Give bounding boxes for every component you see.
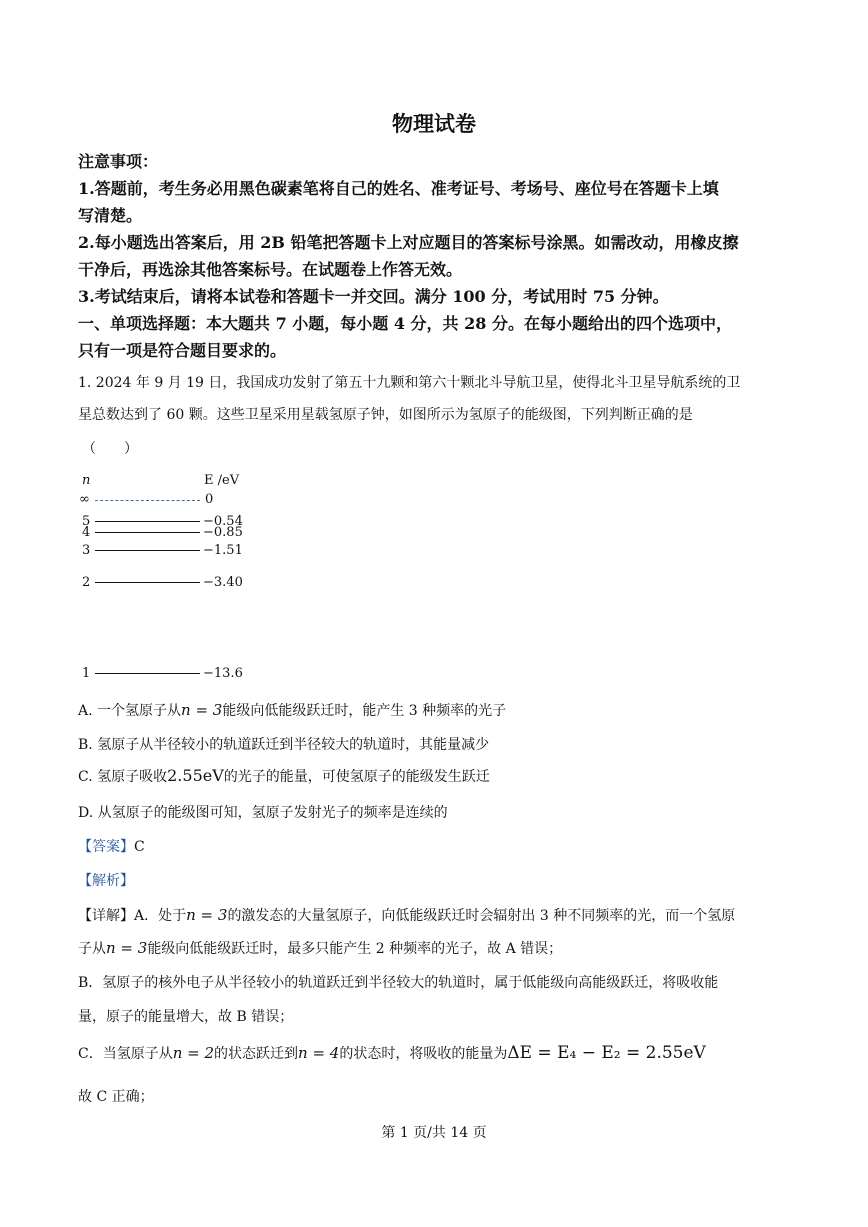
level-line-1 xyxy=(95,673,200,674)
answer xyxy=(78,836,145,856)
detail-text: 能级向低能级跃迁时，最多只能产生 2 种频率的光子，故 A 错误； xyxy=(147,941,563,957)
page-footer: 第 1 页/共 14 页 xyxy=(381,1125,487,1141)
detail-math: n = 3 xyxy=(186,906,228,924)
option-c-math: 2.55eV xyxy=(167,766,224,785)
option-a-text-tail: 能级向低能级跃迁时，能产生 3 种频率的光子 xyxy=(222,703,507,719)
detail-line-5 xyxy=(78,1043,706,1063)
level-line-2 xyxy=(95,582,200,583)
level-line-5 xyxy=(95,521,200,522)
level-e-label: −3.40 xyxy=(203,575,243,590)
notice-item-1a: 1.答题前，考生务必用黑色碳素笔将自己的姓名、准考证号、考场号、座位号在答题卡上填 xyxy=(78,179,719,198)
notice-item-3: 3.考试结束后，请将本试卷和答题卡一并交回。满分 100 分，考试用时 75 分钟。 xyxy=(78,287,669,306)
detail-math: n = 4 xyxy=(298,1044,340,1062)
answer-value: C xyxy=(134,839,145,855)
question-1-line-1: 1. 2024 年 9 月 19 日，我国成功发射了第五十九颗和第六十颗北斗导航卫星，使得北斗卫星导航系统的卫 xyxy=(78,375,741,391)
level-line-infinity xyxy=(95,500,200,501)
detail-text: 的激发态的大量氢原子，向低能级跃迁时会辐射出 3 种不同频率的光，而一个氢原 xyxy=(227,908,736,924)
diagram-e-label: E /eV xyxy=(204,473,240,488)
answer-label: 【答案】 xyxy=(78,839,134,855)
level-n-label: 5 xyxy=(82,514,91,529)
option-c-text-tail: 的光子的能量，可使氢原子的能级发生跃迁 xyxy=(223,769,490,785)
section-heading-1: 一、单项选择题：本大题共 7 小题，每小题 4 分，共 28 分。在每小题给出的四个选项中， xyxy=(78,314,732,333)
level-e-label: −13.6 xyxy=(203,666,243,681)
detail-text: 【详解】A．处于 xyxy=(78,908,187,924)
level-n-label: 2 xyxy=(82,575,91,590)
detail-line-2 xyxy=(78,938,562,958)
level-line-3 xyxy=(95,550,200,551)
detail-math: n = 3 xyxy=(106,939,148,957)
option-d: D. 从氢原子的能级图可知，氢原子发射光子的频率是连续的 xyxy=(78,805,448,821)
detail-text: C．当氢原子从 xyxy=(78,1046,173,1062)
level-n-label: 3 xyxy=(82,543,91,558)
option-a-math: n = 3 xyxy=(181,701,223,719)
detail-line-6: 故 C 正确； xyxy=(78,1089,154,1105)
notice-heading: 注意事项： xyxy=(78,152,159,171)
detail-text: 的状态跃迁到 xyxy=(214,1046,299,1062)
level-n-label: 4 xyxy=(82,525,91,540)
option-a xyxy=(78,700,506,720)
notice-item-2b: 干净后，再选涂其他答案标号。在试题卷上作答无效。 xyxy=(78,260,463,279)
diagram-n-label: n xyxy=(82,473,91,488)
detail-text: 子从 xyxy=(78,941,106,957)
detail-math: n = 2 xyxy=(172,1044,215,1062)
detail-line-4: 量，原子的能量增大，故 B 错误； xyxy=(78,1009,294,1025)
level-line-4 xyxy=(95,532,200,533)
question-1-blank: （ ） xyxy=(82,441,138,457)
level-e-label: 0 xyxy=(205,492,214,507)
energy-equation: ΔE = E₄ − E₂ = 2.55eV xyxy=(507,1043,706,1063)
question-1-line-2: 星总数达到了 60 颗。这些卫星采用星载氢原子钟，如图所示为氢原子的能级图，下列判断正确的是 xyxy=(78,407,693,423)
notice-item-2a: 2.每小题选出答案后，用 2B 铅笔把答题卡上对应题目的答案标号涂黑。如需改动，用橡皮擦 xyxy=(78,233,739,252)
option-c-text: C. 氢原子吸收 xyxy=(78,769,168,785)
level-e-label: −0.54 xyxy=(203,514,243,529)
level-e-label: −0.85 xyxy=(203,525,243,540)
detail-line-1 xyxy=(78,905,735,925)
detail-text: 的状态时，将吸收的能量为 xyxy=(339,1046,508,1062)
option-a-text: A. 一个氢原子从 xyxy=(78,703,182,719)
page-title: 物理试卷 xyxy=(392,111,476,136)
notice-item-1b: 写清楚。 xyxy=(78,206,143,225)
analysis-label: 【解析】 xyxy=(78,873,134,889)
level-n-label: ∞ xyxy=(79,492,90,507)
level-e-label: −1.51 xyxy=(203,543,243,558)
option-b: B. 氢原子从半径较小的轨道跃迁到半径较大的轨道时，其能量减少 xyxy=(78,737,490,753)
section-heading-2: 只有一项是符合题目要求的。 xyxy=(78,341,287,360)
option-c xyxy=(78,766,490,786)
detail-line-3: B．氢原子的核外电子从半径较小的轨道跃迁到半径较大的轨道时，属于低能级向高能级跃迁，将吸收能 xyxy=(78,975,719,991)
level-n-label: 1 xyxy=(82,666,91,681)
